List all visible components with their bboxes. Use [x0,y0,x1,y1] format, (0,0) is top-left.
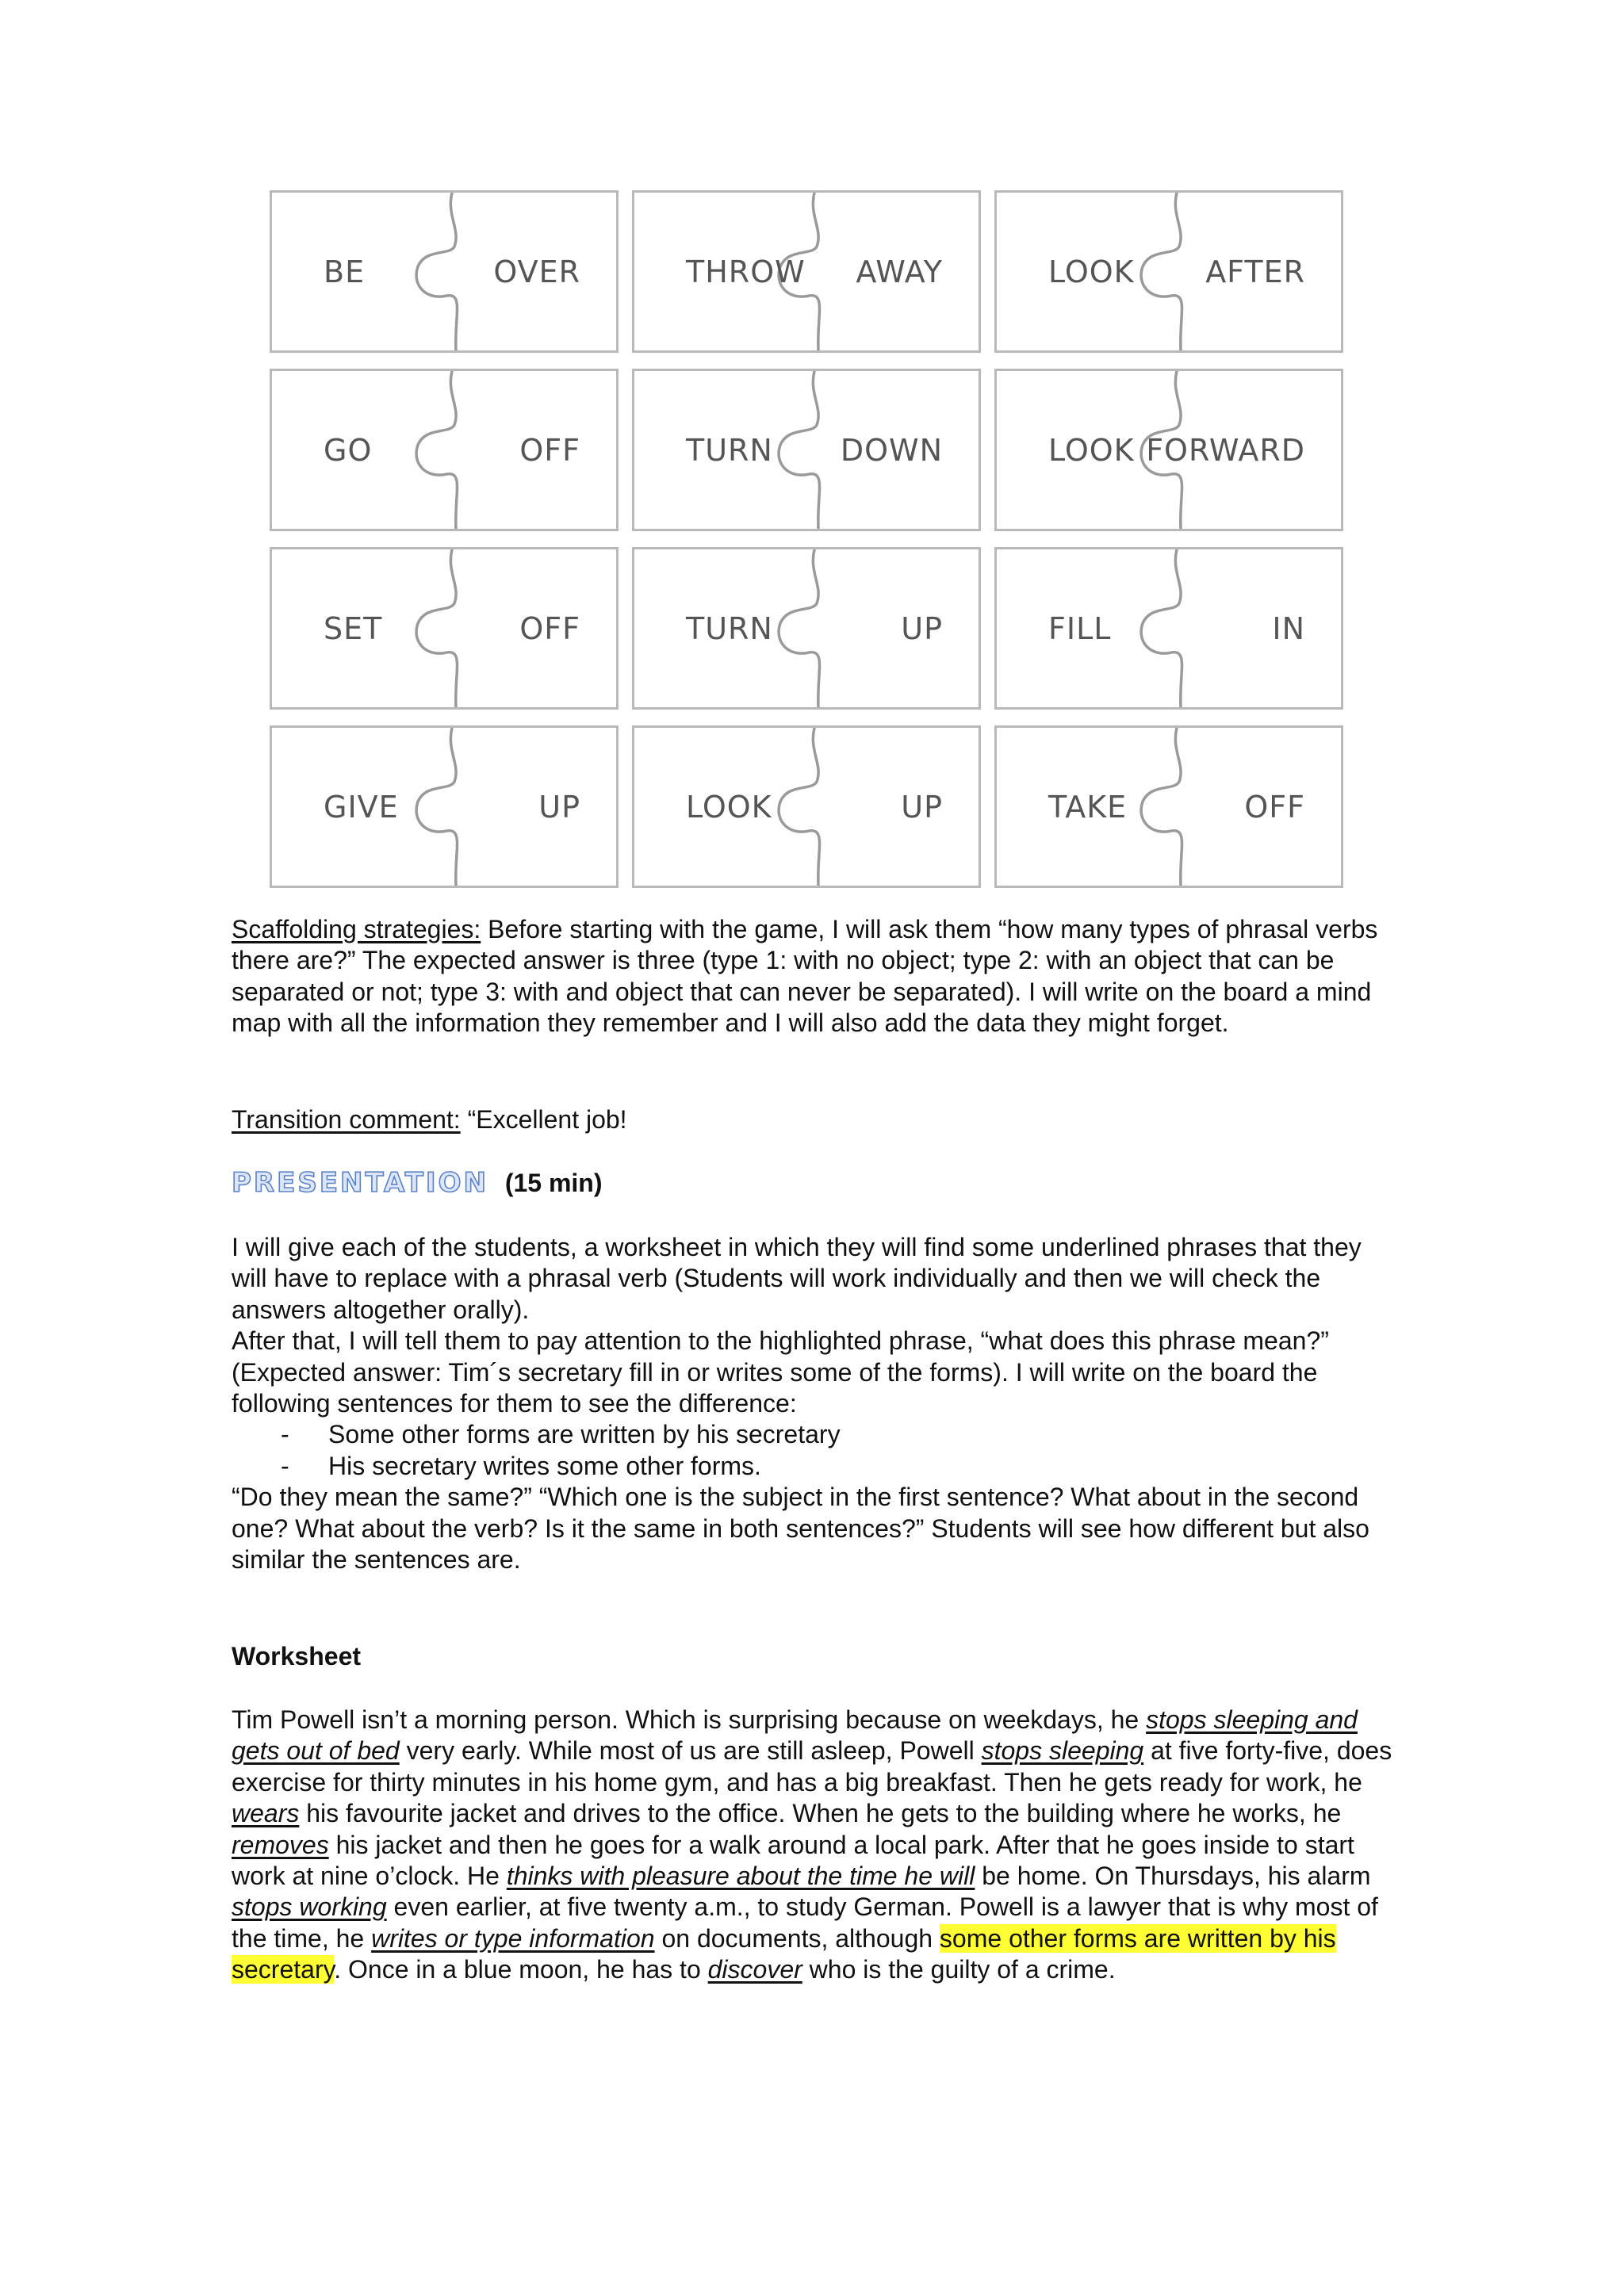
puzzle-knob-icon [408,193,480,350]
underlined-phrase: stops working [232,1892,387,1922]
worksheet-text: very early. While most of us are still asleep, Powell [399,1736,982,1766]
puzzle-particle: FORWARD [1146,432,1305,468]
puzzle-verb: SET [324,610,383,646]
worksheet-text: his favourite jacket and drives to the office. When he gets to the building where he works, he [299,1799,1342,1828]
underlined-phrase: discover [707,1955,802,1984]
example-sentences [232,1419,1397,1482]
underlined-phrase: removes [232,1830,329,1859]
puzzle-knob-icon [1133,193,1205,350]
puzzle-verb: TURN [686,610,773,646]
puzzle-piece [632,547,981,710]
puzzle-verb: FILL [1048,610,1112,646]
worksheet-paragraph [232,1705,1397,1986]
presentation-duration: (15 min) [504,1169,603,1197]
puzzle-verb: LOOK [1048,432,1135,468]
underlined-phrase: stops sleeping and gets out of bed [232,1705,1358,1766]
puzzle-verb: THROW [686,254,806,289]
puzzle-verb: LOOK [1048,254,1135,289]
puzzle-particle: OFF [1244,789,1305,825]
puzzle-verb: TAKE [1048,789,1128,825]
scaffolding-paragraph [232,914,1397,1039]
puzzle-knob-icon [408,371,480,529]
worksheet-text: who is the guilty of a crime. [802,1955,1116,1984]
worksheet-heading: Worksheet [232,1642,362,1670]
puzzle-particle: AWAY [856,254,943,289]
example-sentence-active: - His secretary writes some other forms. [232,1451,1397,1482]
worksheet-text: be home. On Thursdays, his alarm [975,1862,1371,1891]
puzzle-piece [270,547,619,710]
puzzle-piece [994,547,1343,710]
puzzle-piece [994,190,1343,353]
presentation-body [232,1232,1397,1575]
transition-paragraph [232,1104,1397,1135]
worksheet-text: at five forty-five, does exercise for thirty minutes in his home gym, and has a big breakfast. Then he gets ready for work, he [232,1736,1392,1797]
puzzle-verb: GIVE [324,789,399,825]
puzzle-knob-icon [771,371,842,529]
scaffolding-text: Before starting with the game, I will ask them “how many types of phrasal verbs there are?” The expected answer is three (type 1: with no object; type 2: with an object that can be separated or not; type 3: with and object that can never be separated). I will write on the board a mind map with all the information they remember and I will also add the data they might forget. [232,915,1378,1038]
underlined-phrase: writes or type information [371,1923,655,1953]
worksheet-text: even earlier, at five twenty a.m., to study German. Powell is a lawyer that is why most of the time, he [232,1892,1378,1953]
puzzle-particle: UP [901,610,943,646]
puzzle-particle: IN [1272,610,1305,646]
puzzle-verb: LOOK [686,789,772,825]
puzzle-piece [632,190,981,353]
puzzle-particle: OFF [519,610,580,646]
presentation-paragraph-1: I will give each of the students, a worksheet in which they will find some underlined phrases that they will have to replace with a phrasal verb (Students will work individually and then we will check the answers altogether orally). [232,1233,1362,1324]
underlined-phrase: wears [232,1799,300,1828]
transition-label: Transition comment: [232,1105,461,1134]
puzzle-piece [270,369,619,531]
puzzle-particle: OFF [519,432,580,468]
puzzle-knob-icon [408,728,480,886]
worksheet-text: Tim Powell isn’t a morning person. Which is surprising because on weekdays, he [232,1705,1147,1734]
puzzle-verb: BE [324,254,366,289]
worksheet-text: on documents, although [654,1923,940,1953]
puzzle-knob-icon [1133,549,1205,707]
transition-text: “Excellent job! [460,1105,627,1134]
presentation-paragraph-3: “Do they mean the same?” “Which one is the subject in the first sentence? What about in the second one? What about the verb? Is it the same in both sentences?” Students will see how different but also similar the sentences are. [232,1483,1369,1575]
puzzle-particle: DOWN [840,432,943,468]
puzzle-piece [994,369,1343,531]
worksheet-text: . Once in a blue moon, he has to [334,1955,708,1984]
presentation-heading [232,1168,1397,1199]
puzzle-knob-icon [408,549,480,707]
puzzle-knob-icon [771,728,842,886]
puzzle-verb: TURN [686,432,773,468]
puzzle-particle: UP [538,789,580,825]
underlined-phrase: thinks with pleasure about the time he will [506,1862,975,1891]
puzzle-piece [632,369,981,531]
puzzle-particle: OVER [493,254,580,289]
puzzle-particle: AFTER [1205,254,1305,289]
highlighted-phrase: some other forms are written by his secretary [232,1923,1336,1984]
underlined-phrase: stops sleeping [981,1736,1144,1766]
puzzle-piece [994,725,1343,888]
puzzle-particle: UP [901,789,943,825]
puzzle-piece [270,190,619,353]
phrasal-verb-puzzle [270,190,1344,888]
presentation-title: PRESENTATION [232,1167,488,1199]
presentation-paragraph-2: After that, I will tell them to pay attention to the highlighted phrase, “what does this phrase mean?” (Expected answer: Tim´s secretary fill in or writes some of the forms). I will write on the board the following sentences for them to see the difference: [232,1326,1329,1418]
scaffolding-label: Scaffolding strategies: [232,915,481,943]
puzzle-verb: GO [324,432,373,468]
example-sentence-passive: - Some other forms are written by his secretary [232,1419,1397,1450]
puzzle-knob-icon [1133,728,1205,886]
worksheet-text: his jacket and then he goes for a walk around a local park. After that he goes inside to start work at nine o’clock. He [232,1830,1354,1891]
puzzle-knob-icon [771,549,842,707]
puzzle-piece [632,725,981,888]
puzzle-piece [270,725,619,888]
